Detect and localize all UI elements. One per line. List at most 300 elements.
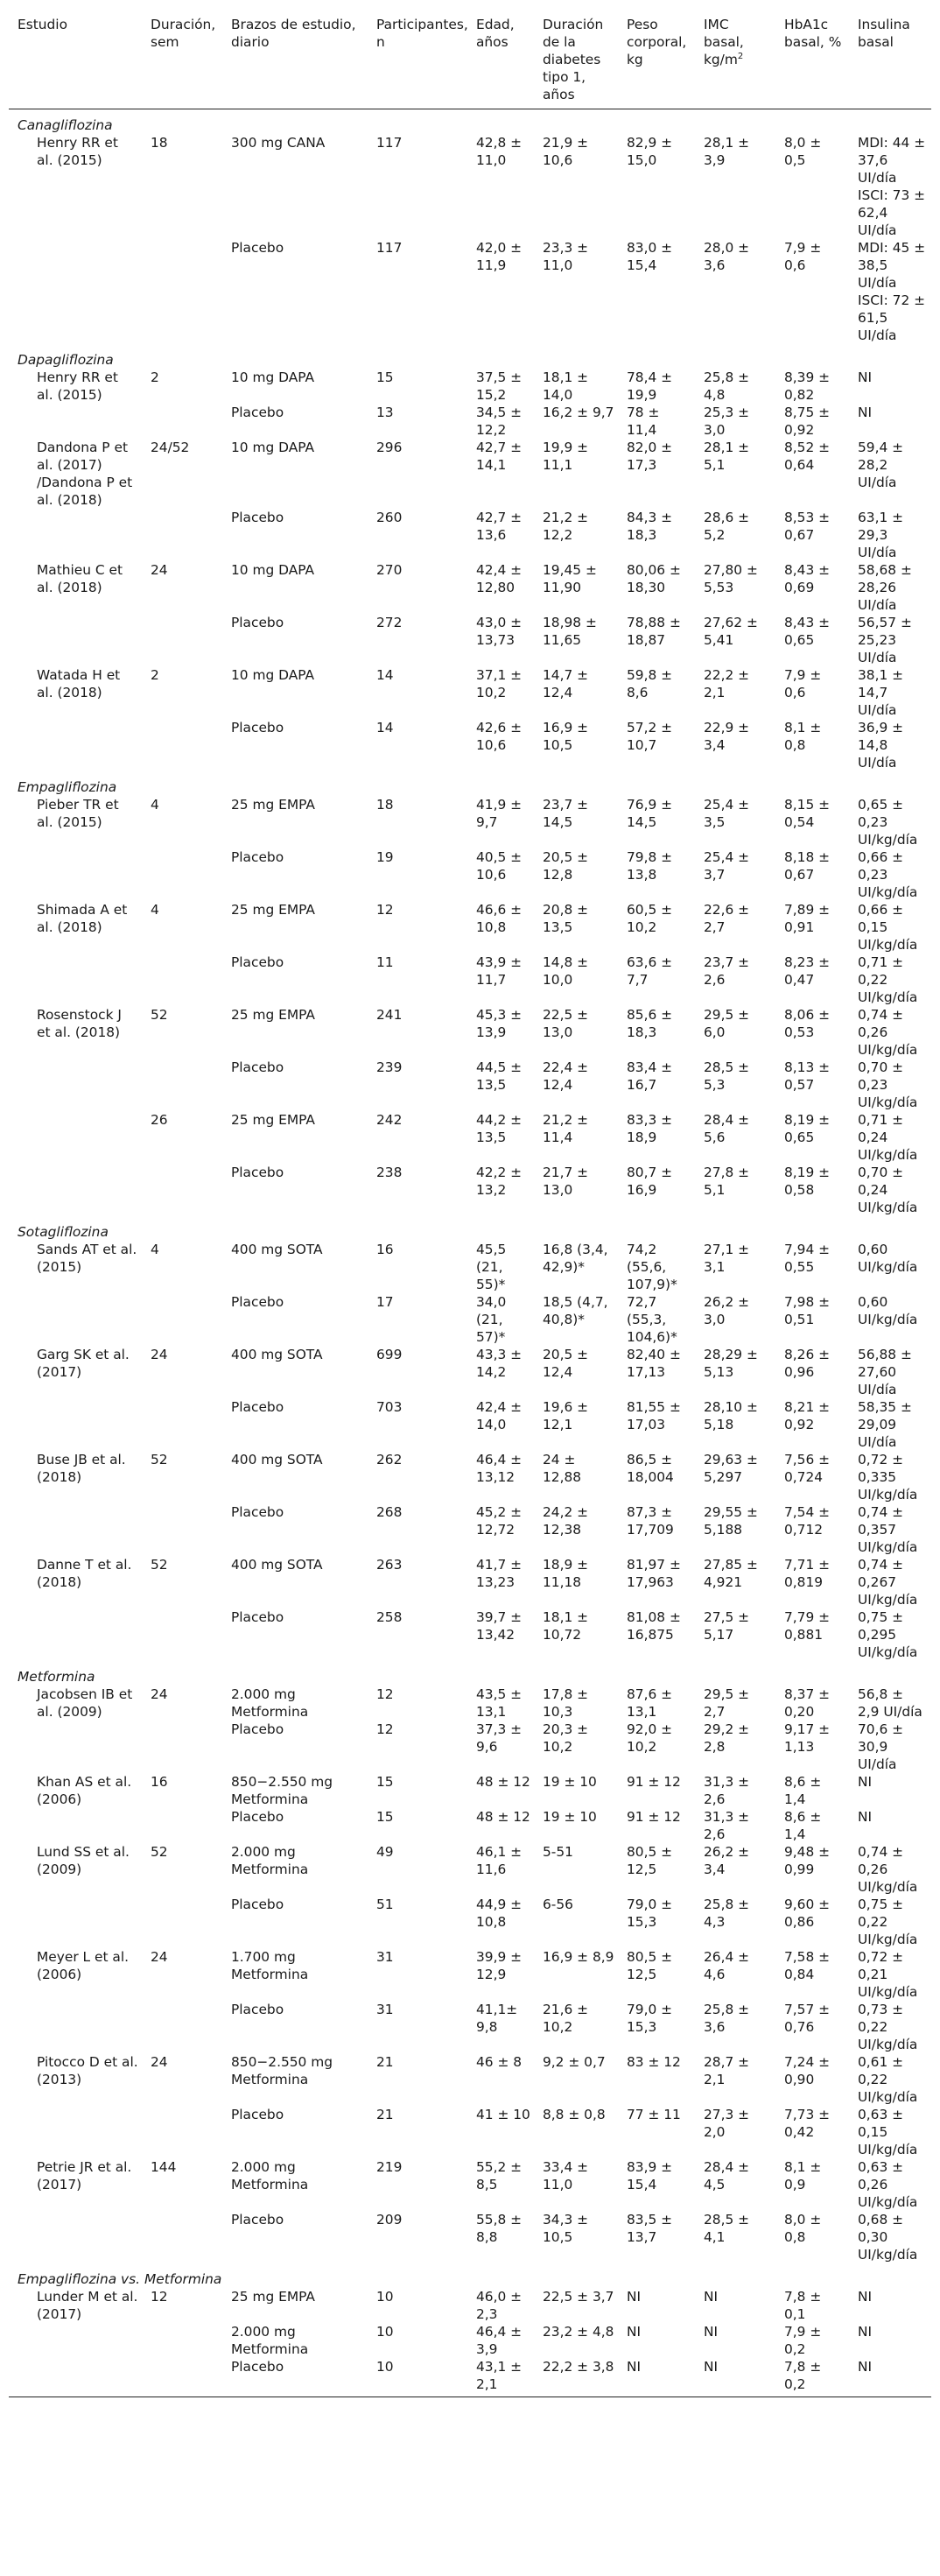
cell-age: 34,5 ± 12,2 <box>476 405 523 438</box>
cell-hba1c: 8,37 ± 0,20 <box>784 1686 831 1720</box>
cell-n: 262 <box>376 1452 403 1467</box>
cell-arm: 850−2.550 mg Metformina <box>231 1774 333 1807</box>
cell-insulin: 0,74 ± 0,26 UI/kg/día <box>858 1007 918 1058</box>
cell-n: 31 <box>376 1949 394 1965</box>
cell-weeks: 2 <box>151 667 159 683</box>
cell-age: 40,5 ± 10,6 <box>476 849 523 883</box>
table-row <box>9 2288 931 2323</box>
cell-weeks <box>142 404 222 439</box>
cell-insulin: 0,68 ± 0,30 UI/kg/día <box>858 2212 918 2263</box>
cell-weeks: 24 <box>151 1686 168 1702</box>
cell-weight: 60,5 ± 10,2 <box>627 902 673 935</box>
cell-weight: 82,0 ± 17,3 <box>627 440 673 473</box>
cell-arm: Placebo <box>231 1504 284 1520</box>
cell-weeks: 4 <box>151 1242 159 1257</box>
cell-insulin: 0,60 UI/kg/día <box>858 1294 918 1327</box>
section-title: Empagliflozina <box>18 779 117 795</box>
cell-study <box>9 1164 142 1216</box>
cell-age: 46,4 ± 13,12 <box>476 1452 523 1485</box>
section-row <box>9 2263 931 2288</box>
cell-dm-duration: 19 ± 10 <box>543 1774 597 1790</box>
cell-weeks <box>142 848 222 901</box>
cell-n: 268 <box>376 1504 403 1520</box>
cell-hba1c: 7,98 ± 0,51 <box>784 1294 831 1327</box>
cell-dm-duration: 16,9 ± 8,9 <box>543 1949 614 1965</box>
baseline-characteristics-table <box>9 12 931 2397</box>
cell-weeks: 18 <box>151 135 168 151</box>
cell-hba1c: 8,39 ± 0,82 <box>784 370 831 403</box>
cell-insulin: 58,68 ± 28,26 UI/día <box>858 562 912 613</box>
cell-arm: Placebo <box>231 1399 284 1415</box>
cell-bmi: 28,5 ± 4,1 <box>704 2212 750 2245</box>
cell-n: 21 <box>376 2107 394 2122</box>
cell-bmi: 25,3 ± 3,0 <box>704 405 750 438</box>
table-row <box>9 1686 931 1721</box>
cell-weeks <box>142 2106 222 2158</box>
header-duracion: Duración, sem <box>142 12 222 109</box>
table-row <box>9 2323 931 2358</box>
cell-weight: NI <box>627 2324 642 2340</box>
cell-insulin: NI <box>858 405 873 420</box>
cell-hba1c: 8,13 ± 0,57 <box>784 1059 831 1093</box>
cell-insulin: 56,8 ± 2,9 UI/día <box>858 1686 922 1720</box>
cell-bmi: 25,4 ± 3,7 <box>704 849 750 883</box>
table-row <box>9 509 931 561</box>
cell-n: 238 <box>376 1165 403 1180</box>
table-row <box>9 2053 931 2106</box>
table-row <box>9 954 931 1006</box>
cell-age: 41,1± 9,8 <box>476 2002 518 2035</box>
table-row <box>9 2158 931 2211</box>
cell-arm: 400 mg SOTA <box>231 1452 323 1467</box>
cell-n: 242 <box>376 1112 403 1128</box>
table-row <box>9 1608 931 1661</box>
cell-study: Henry RR et al. (2015) <box>37 370 118 403</box>
cell-bmi: 25,8 ± 4,8 <box>704 370 750 403</box>
cell-study <box>9 2358 142 2397</box>
cell-insulin: 58,35 ± 29,09 UI/día <box>858 1399 912 1450</box>
table-row <box>9 561 931 614</box>
cell-age: 46,6 ± 10,8 <box>476 902 523 935</box>
cell-weight: 79,8 ± 13,8 <box>627 849 673 883</box>
cell-age: 42,7 ± 13,6 <box>476 510 523 543</box>
cell-age: 44,2 ± 13,5 <box>476 1112 523 1145</box>
cell-insulin: 0,74 ± 0,26 UI/kg/día <box>858 1844 918 1895</box>
cell-weight: 82,40 ± 17,13 <box>627 1347 681 1380</box>
cell-hba1c: 8,75 ± 0,92 <box>784 405 831 438</box>
cell-weeks <box>142 239 222 344</box>
cell-hba1c: 7,9 ± 0,2 <box>784 2324 822 2357</box>
table-row <box>9 1773 931 1808</box>
cell-hba1c: 7,9 ± 0,6 <box>784 667 822 700</box>
cell-dm-duration: 20,8 ± 13,5 <box>543 902 589 935</box>
cell-age: 37,5 ± 15,2 <box>476 370 523 403</box>
cell-hba1c: 8,18 ± 0,67 <box>784 849 831 883</box>
cell-weight: 79,0 ± 15,3 <box>627 1897 673 1930</box>
section-title: Metformina <box>18 1669 95 1685</box>
cell-weight: 78,88 ± 18,87 <box>627 615 681 648</box>
cell-study <box>9 1808 142 1843</box>
cell-study <box>9 1111 142 1164</box>
cell-n: 10 <box>368 2358 467 2397</box>
cell-bmi: 27,85 ± 4,921 <box>704 1557 758 1590</box>
cell-insulin: 63,1 ± 29,3 UI/día <box>858 510 904 560</box>
cell-dm-duration: 18,98 ± 11,65 <box>543 615 597 648</box>
cell-study <box>9 614 142 666</box>
cell-dm-duration: 24,2 ± 12,38 <box>543 1504 589 1538</box>
cell-dm-duration: 16,2 ± 9,7 <box>543 405 614 420</box>
cell-weeks <box>142 1808 222 1843</box>
cell-age: 42,4 ± 14,0 <box>476 1399 523 1432</box>
cell-age: 37,1 ± 10,2 <box>476 667 523 700</box>
cell-study: Sands AT et al. (2015) <box>37 1242 137 1275</box>
cell-arm: Placebo <box>231 240 284 256</box>
cell-age: 55,8 ± 8,8 <box>476 2212 523 2245</box>
cell-arm: Placebo <box>231 954 284 970</box>
cell-weeks: 24 <box>151 1347 168 1362</box>
cell-weight: 81,08 ± 16,875 <box>627 1609 681 1643</box>
cell-weeks: 4 <box>151 902 159 918</box>
cell-weight: 87,6 ± 13,1 <box>627 1686 673 1720</box>
cell-weight: 83,4 ± 16,7 <box>627 1059 673 1093</box>
cell-age: 43,5 ± 13,1 <box>476 1686 523 1720</box>
cell-dm-duration: 20,5 ± 12,8 <box>543 849 589 883</box>
cell-dm-duration: 23,3 ± 11,0 <box>543 240 589 273</box>
cell-hba1c: 7,71 ± 0,819 <box>784 1557 831 1590</box>
cell-bmi: 28,1 ± 5,1 <box>704 440 750 473</box>
table-row <box>9 666 931 719</box>
cell-weight: 84,3 ± 18,3 <box>627 510 673 543</box>
cell-weeks: 52 <box>151 1557 168 1573</box>
cell-age: 41,9 ± 9,7 <box>476 797 523 830</box>
cell-weeks <box>142 1896 222 1948</box>
cell-age: 34,0 (21, 57)* <box>476 1294 507 1345</box>
cell-insulin: 56,88 ± 27,60 UI/día <box>858 1347 912 1397</box>
table-row <box>9 2211 931 2263</box>
cell-study: Pieber TR et al. (2015) <box>37 797 119 830</box>
cell-insulin: 36,9 ± 14,8 UI/día <box>858 720 904 771</box>
cell-bmi: 29,5 ± 6,0 <box>704 1007 750 1040</box>
cell-weeks <box>142 2001 222 2053</box>
cell-arm: 10 mg DAPA <box>231 667 315 683</box>
cell-study: Jacobsen IB et al. (2009) <box>37 1686 133 1720</box>
cell-arm: Placebo <box>222 2358 368 2397</box>
cell-hba1c: 8,06 ± 0,53 <box>784 1007 831 1040</box>
cell-hba1c: 8,15 ± 0,54 <box>784 797 831 830</box>
cell-weight: 83,5 ± 13,7 <box>627 2212 673 2245</box>
cell-bmi: 27,8 ± 5,1 <box>704 1165 750 1198</box>
cell-bmi: 28,4 ± 4,5 <box>704 2159 750 2192</box>
cell-arm: Placebo <box>231 1897 284 1912</box>
header-imc <box>695 12 775 109</box>
cell-weeks <box>142 1059 222 1111</box>
header-imc-text: IMC basal, $kg/m^2$ <box>704 17 744 67</box>
cell-study <box>9 954 142 1006</box>
cell-insulin: 0,63 ± 0,15 UI/kg/día <box>858 2107 918 2157</box>
cell-bmi: 22,9 ± 3,4 <box>704 720 750 753</box>
cell-weeks: 24 <box>151 1949 168 1965</box>
cell-age: 41,7 ± 13,23 <box>476 1557 523 1590</box>
cell-insulin: 38,1 ± 14,7 UI/día <box>858 667 904 718</box>
header-peso: Peso corporal, kg <box>618 12 695 109</box>
table-row <box>9 796 931 848</box>
cell-n: 12 <box>376 1721 394 1737</box>
cell-hba1c: 8,0 ± 0,8 <box>784 2212 822 2245</box>
cell-dm-duration: 34,3 ± 10,5 <box>543 2212 589 2245</box>
cell-n: 18 <box>376 797 394 813</box>
cell-study <box>9 1398 142 1451</box>
cell-arm: Placebo <box>231 720 284 735</box>
table-row <box>9 1111 931 1164</box>
cell-bmi: 27,3 ± 2,0 <box>704 2107 750 2140</box>
cell-n: 699 <box>376 1347 403 1362</box>
cell-weight: 80,06 ± 18,30 <box>627 562 681 595</box>
cell-weight: 92,0 ± 10,2 <box>627 1721 673 1755</box>
table-row <box>9 369 931 404</box>
header-duracion-diabetes: Duración de la diabetes tipo 1, años <box>534 12 618 109</box>
cell-insulin: MDI: 45 ± 38,5 UI/día ISCI: 72 ± 61,5 UI/día <box>858 240 926 343</box>
cell-n: 15 <box>376 1809 394 1825</box>
cell-arm: 2.000 mg Metformina <box>231 2324 309 2357</box>
cell-dm-duration: 8,8 ± 0,8 <box>543 2107 606 2122</box>
cell-weight: 80,5 ± 12,5 <box>627 1844 673 1877</box>
cell-arm: Placebo <box>231 510 284 525</box>
cell-study: Danne T et al. (2018) <box>37 1557 132 1590</box>
cell-bmi: 25,4 ± 3,5 <box>704 797 750 830</box>
cell-hba1c: 7,24 ± 0,90 <box>784 2054 831 2087</box>
cell-n: 209 <box>376 2212 403 2228</box>
cell-hba1c: 9,17 ± 1,13 <box>784 1721 831 1755</box>
cell-weight: 85,6 ± 18,3 <box>627 1007 673 1040</box>
cell-weeks <box>142 1164 222 1216</box>
cell-study: Watada H et al. (2018) <box>37 667 121 700</box>
table-row <box>9 1164 931 1216</box>
cell-hba1c: 8,0 ± 0,5 <box>784 135 822 168</box>
cell-weight: 81,97 ± 17,963 <box>627 1557 681 1590</box>
cell-study: Buse JB et al. (2018) <box>37 1452 126 1485</box>
cell-arm: Placebo <box>231 849 284 865</box>
header-row <box>9 12 931 109</box>
cell-weight: 80,5 ± 12,5 <box>627 1949 673 1982</box>
cell-n: 12 <box>376 1686 394 1702</box>
cell-n: 239 <box>376 1059 403 1075</box>
cell-arm: 2.000 mg Metformina <box>231 2159 309 2192</box>
cell-study: Khan AS et al. (2006) <box>37 1774 132 1807</box>
cell-age: 39,9 ± 12,9 <box>476 1949 523 1982</box>
cell-weight: 86,5 ± 18,004 <box>627 1452 674 1485</box>
cell-dm-duration: 19,6 ± 12,1 <box>543 1399 589 1432</box>
cell-dm-duration: 5-51 <box>543 1844 573 1860</box>
cell-bmi: 23,7 ± 2,6 <box>704 954 750 988</box>
cell-age: 44,9 ± 10,8 <box>476 1897 523 1930</box>
cell-arm: Placebo <box>231 1059 284 1075</box>
cell-bmi: 25,8 ± 4,3 <box>704 1897 750 1930</box>
cell-bmi: 22,6 ± 2,7 <box>704 902 750 935</box>
table-row <box>9 1346 931 1398</box>
cell-bmi: NI <box>704 2324 719 2340</box>
cell-arm: 10 mg DAPA <box>231 370 315 385</box>
cell-insulin: 56,57 ± 25,23 UI/día <box>858 615 912 665</box>
table-row <box>9 2358 931 2397</box>
cell-study <box>9 1721 142 1773</box>
cell-dm-duration: 18,1 ± 14,0 <box>543 370 589 403</box>
cell-bmi: 26,2 ± 3,0 <box>704 1294 750 1327</box>
cell-weeks <box>142 954 222 1006</box>
cell-hba1c: 8,1 ± 0,9 <box>784 2159 822 2192</box>
cell-study <box>9 1059 142 1111</box>
cell-study <box>9 848 142 901</box>
cell-weeks: 12 <box>151 2289 168 2305</box>
table-row <box>9 1293 931 1346</box>
cell-bmi: 28,29 ± 5,13 <box>704 1347 758 1380</box>
cell-bmi: 26,4 ± 4,6 <box>704 1949 750 1982</box>
table-row <box>9 1241 931 1293</box>
cell-dm-duration: 33,4 ± 11,0 <box>543 2159 589 2192</box>
cell-weeks <box>142 1398 222 1451</box>
cell-n: 260 <box>376 510 403 525</box>
cell-bmi: 28,10 ± 5,18 <box>704 1399 758 1432</box>
cell-dm-duration: 19,45 ± 11,90 <box>543 562 597 595</box>
cell-dm-duration: 16,8 (3,4, 42,9)* <box>543 1242 608 1275</box>
table-row <box>9 1556 931 1608</box>
cell-age: 42,0 ± 11,9 <box>476 240 523 273</box>
cell-dm-duration: 23,7 ± 14,5 <box>543 797 589 830</box>
cell-insulin: 0,74 ± 0,267 UI/kg/día <box>858 1557 918 1608</box>
cell-n: 10 <box>376 2324 394 2340</box>
cell-arm: Placebo <box>231 615 284 630</box>
cell-age: 55,2 ± 8,5 <box>476 2159 523 2192</box>
cell-arm: 2.000 mg Metformina <box>231 1686 309 1720</box>
cell-arm: 10 mg DAPA <box>231 440 315 455</box>
section-row <box>9 1661 931 1686</box>
cell-bmi: 29,5 ± 2,7 <box>704 1686 750 1720</box>
cell-study <box>9 2001 142 2053</box>
cell-dm-duration: 18,1 ± 10,72 <box>543 1609 589 1643</box>
cell-weeks <box>142 1293 222 1346</box>
cell-arm: 25 mg EMPA <box>231 1007 315 1023</box>
cell-age: 39,7 ± 13,42 <box>476 1609 523 1643</box>
cell-age: 37,3 ± 9,6 <box>476 1721 523 1755</box>
cell-arm: 300 mg CANA <box>231 135 326 151</box>
cell-arm: 1.700 mg Metformina <box>231 1949 309 1982</box>
cell-weight: NI <box>627 2289 642 2305</box>
cell-hba1c: 7,79 ± 0,881 <box>784 1609 831 1643</box>
cell-insulin: 0,71 ± 0,22 UI/kg/día <box>858 954 918 1005</box>
cell-n: 21 <box>376 2054 394 2070</box>
table-row <box>9 1398 931 1451</box>
cell-weeks: 52 <box>151 1007 168 1023</box>
cell-hba1c: 8,43 ± 0,65 <box>784 615 831 648</box>
cell-weeks: 2 <box>151 370 159 385</box>
cell-study <box>9 1608 142 1661</box>
cell-study: Pitocco D et al. (2013) <box>37 2054 138 2087</box>
cell-age: 43,3 ± 14,2 <box>476 1347 523 1380</box>
cell-hba1c: 8,21 ± 0,92 <box>784 1399 831 1432</box>
cell-study: Shimada A et al. (2018) <box>37 902 128 935</box>
table-row <box>9 901 931 954</box>
cell-study <box>9 404 142 439</box>
table-row <box>9 1896 931 1948</box>
cell-weeks <box>142 719 222 771</box>
cell-insulin: 0,74 ± 0,357 UI/kg/día <box>858 1504 918 1555</box>
cell-weight: 80,7 ± 16,9 <box>627 1165 673 1198</box>
cell-age: 45,2 ± 12,72 <box>476 1504 523 1538</box>
cell-weeks: 52 <box>151 1844 168 1860</box>
cell-study <box>9 2323 142 2358</box>
table-row <box>9 1006 931 1059</box>
cell-n: 258 <box>376 1609 403 1625</box>
cell-hba1c: 8,52 ± 0,64 <box>784 440 831 473</box>
cell-dm-duration: 14,7 ± 12,4 <box>543 667 589 700</box>
cell-insulin: NI <box>858 2289 873 2305</box>
cell-weight: 78,4 ± 19,9 <box>627 370 673 403</box>
cell-bmi: 22,2 ± 2,1 <box>704 667 750 700</box>
cell-hba1c: 7,56 ± 0,724 <box>784 1452 831 1485</box>
cell-dm-duration: 9,2 ± 0,7 <box>543 2054 606 2070</box>
cell-n: 270 <box>376 562 403 578</box>
cell-age: 42,7 ± 14,1 <box>476 440 523 473</box>
cell-hba1c: 8,26 ± 0,96 <box>784 1347 831 1380</box>
cell-bmi: 29,2 ± 2,8 <box>704 1721 750 1755</box>
cell-hba1c: 8,1 ± 0,8 <box>784 720 822 753</box>
cell-weight: 91 ± 12 <box>627 1774 681 1790</box>
cell-age: 42,8 ± 11,0 <box>476 135 523 168</box>
cell-bmi: 27,80 ± 5,53 <box>704 562 758 595</box>
cell-study: Lunder M et al. (2017) <box>37 2289 138 2322</box>
table-row <box>9 719 931 771</box>
cell-insulin: 0,66 ± 0,23 UI/kg/día <box>858 849 918 900</box>
cell-insulin: 70,6 ± 30,9 UI/día <box>858 1721 904 1772</box>
table-row <box>9 848 931 901</box>
cell-insulin: 0,65 ± 0,23 UI/kg/día <box>858 797 918 848</box>
table-body <box>9 109 931 2397</box>
cell-age: 43,1 ± 2,1 <box>467 2358 534 2397</box>
cell-n: 14 <box>376 720 394 735</box>
table-row <box>9 614 931 666</box>
cell-hba1c: 8,23 ± 0,47 <box>784 954 831 988</box>
table-row <box>9 2001 931 2053</box>
cell-arm: 25 mg EMPA <box>231 1112 315 1128</box>
cell-arm: 25 mg EMPA <box>231 2289 315 2305</box>
cell-dm-duration: 22,4 ± 12,4 <box>543 1059 589 1093</box>
cell-weeks: 16 <box>151 1774 168 1790</box>
cell-arm: Placebo <box>231 2107 284 2122</box>
cell-arm: Placebo <box>231 1809 284 1825</box>
cell-n: 31 <box>376 2002 394 2017</box>
cell-study: Meyer L et al. (2006) <box>37 1949 130 1982</box>
cell-age: 46,4 ± 3,9 <box>476 2324 523 2357</box>
cell-n: 12 <box>376 902 394 918</box>
cell-weight: 63,6 ± 7,7 <box>627 954 673 988</box>
cell-dm-duration: 22,2 ± 3,8 <box>534 2358 618 2397</box>
cell-n: 51 <box>376 1897 394 1912</box>
cell-age: 42,4 ± 12,80 <box>476 562 523 595</box>
cell-bmi: 31,3 ± 2,6 <box>704 1809 750 1842</box>
cell-dm-duration: 23,2 ± 4,8 <box>543 2324 614 2340</box>
cell-weight: NI <box>618 2358 695 2397</box>
cell-insulin: 0,71 ± 0,24 UI/kg/día <box>858 1112 918 1163</box>
cell-weeks: 26 <box>151 1112 168 1128</box>
cell-study <box>9 509 142 561</box>
section-title: Dapagliflozina <box>18 352 114 368</box>
cell-age: 42,6 ± 10,6 <box>476 720 523 753</box>
section-row <box>9 771 931 796</box>
cell-study: Petrie JR et al. (2017) <box>37 2159 132 2192</box>
cell-study: Henry RR et al. (2015) <box>37 135 118 168</box>
cell-hba1c: 7,9 ± 0,6 <box>784 240 822 273</box>
cell-dm-duration: 18,5 (4,7, 40,8)* <box>543 1294 608 1327</box>
cell-n: 17 <box>376 1294 394 1310</box>
